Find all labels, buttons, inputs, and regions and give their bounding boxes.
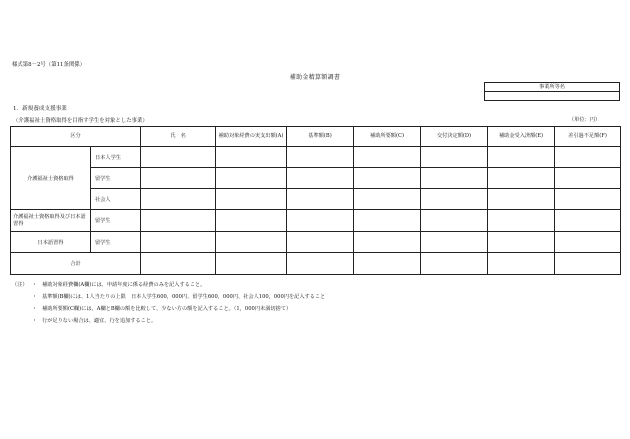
header-decided: 交付決定額(D) <box>421 127 488 147</box>
table-row <box>11 210 621 232</box>
header-category: 区分 <box>11 127 141 147</box>
group-label-japanese: 日本語習得 <box>11 232 91 253</box>
form-number: 様式第8－2号（第11条関係） <box>12 62 86 68</box>
note-text: 補助所要額(C欄)には、A欄とB欄の額を比較して、少ない方の額を記入すること。（1，000円未満切捨て） <box>42 306 292 312</box>
header-row <box>11 127 621 147</box>
cell[interactable] <box>216 168 287 189</box>
cell[interactable] <box>354 232 421 253</box>
document-title: 補助金精算額調書 <box>289 74 341 81</box>
table-row <box>11 147 621 168</box>
cell[interactable] <box>354 189 421 210</box>
sub-label: 日本人学生 <box>91 147 141 168</box>
cell[interactable] <box>421 253 488 275</box>
cell[interactable] <box>287 253 354 275</box>
cell[interactable] <box>354 253 421 275</box>
note-text: 基準額(B欄)には、1人当たりの上限 日本人学生600，000円、留学生600，000円、社会人100，000円を記入すること <box>42 294 326 300</box>
table-row <box>11 232 621 253</box>
unit-label: （単位：円） <box>569 117 601 123</box>
notes <box>12 279 325 327</box>
total-row <box>11 253 621 275</box>
notes-marker: （注） <box>12 282 28 288</box>
cell[interactable] <box>287 168 354 189</box>
cell[interactable] <box>488 189 555 210</box>
note-item <box>12 303 325 315</box>
bullet: ・ <box>32 306 38 312</box>
bullet: ・ <box>32 318 38 324</box>
cell[interactable] <box>421 210 488 232</box>
cell[interactable] <box>421 168 488 189</box>
cell[interactable] <box>555 147 621 168</box>
office-name-label: 事業所等名 <box>485 83 619 92</box>
cell[interactable] <box>287 147 354 168</box>
sub-label: 留学生 <box>91 232 141 253</box>
note-item <box>12 315 325 327</box>
header-received: 補助金受入済額(E) <box>488 127 555 147</box>
total-label: 合計 <box>11 253 141 275</box>
cell[interactable] <box>287 210 354 232</box>
header-diff: 差引過不足額(F) <box>555 127 621 147</box>
table-row <box>11 168 621 189</box>
cell[interactable] <box>555 168 621 189</box>
cell[interactable] <box>354 210 421 232</box>
cell[interactable] <box>555 232 621 253</box>
cell[interactable] <box>354 168 421 189</box>
cell[interactable] <box>216 210 287 232</box>
header-name: 氏 名 <box>141 127 216 147</box>
table-row <box>11 189 621 210</box>
cell[interactable] <box>141 253 216 275</box>
group-label-qualification: 介護福祉士資格取得 <box>11 147 91 210</box>
header-base: 基準額(B) <box>287 127 354 147</box>
cell[interactable] <box>421 232 488 253</box>
note-text: 補助対象経費欄(A欄)には、申請年度に係る経費のみを記入すること。 <box>42 282 206 288</box>
cell[interactable] <box>141 232 216 253</box>
cell[interactable] <box>141 147 216 168</box>
cell[interactable] <box>488 253 555 275</box>
cell[interactable] <box>141 189 216 210</box>
note-item <box>12 279 325 291</box>
cell[interactable] <box>287 232 354 253</box>
header-expense: 補助対象経費の実支出額(A) <box>216 127 287 147</box>
section-title: 1．新規養成支援事業 <box>13 106 67 112</box>
header-required: 補助所要額(C) <box>354 127 421 147</box>
cell[interactable] <box>488 232 555 253</box>
cell[interactable] <box>141 168 216 189</box>
cell[interactable] <box>421 189 488 210</box>
bullet: ・ <box>32 282 38 288</box>
subsidy-table <box>10 126 621 275</box>
cell[interactable] <box>555 253 621 275</box>
cell[interactable] <box>421 147 488 168</box>
bullet: ・ <box>32 294 38 300</box>
cell[interactable] <box>488 168 555 189</box>
cell[interactable] <box>287 189 354 210</box>
note-item <box>12 291 325 303</box>
group-label-qualification-japanese: 介護福祉士資格取得及び日本語習得 <box>11 210 91 232</box>
cell[interactable] <box>555 210 621 232</box>
cell[interactable] <box>216 232 287 253</box>
cell[interactable] <box>216 253 287 275</box>
cell[interactable] <box>216 189 287 210</box>
note-text: 行が足りない場合は、適宜、行を追加すること。 <box>42 318 157 324</box>
cell[interactable] <box>555 189 621 210</box>
office-name-box <box>484 82 620 101</box>
cell[interactable] <box>141 210 216 232</box>
cell[interactable] <box>488 210 555 232</box>
cell[interactable] <box>216 147 287 168</box>
cell[interactable] <box>354 147 421 168</box>
sub-label: 留学生 <box>91 210 141 232</box>
section-subtitle: （介護福祉士資格取得を目指す学生を対象とした事業） <box>13 118 148 124</box>
office-name-field[interactable] <box>485 92 619 100</box>
cell[interactable] <box>488 147 555 168</box>
sub-label: 留学生 <box>91 168 141 189</box>
sub-label: 社会人 <box>91 189 141 210</box>
